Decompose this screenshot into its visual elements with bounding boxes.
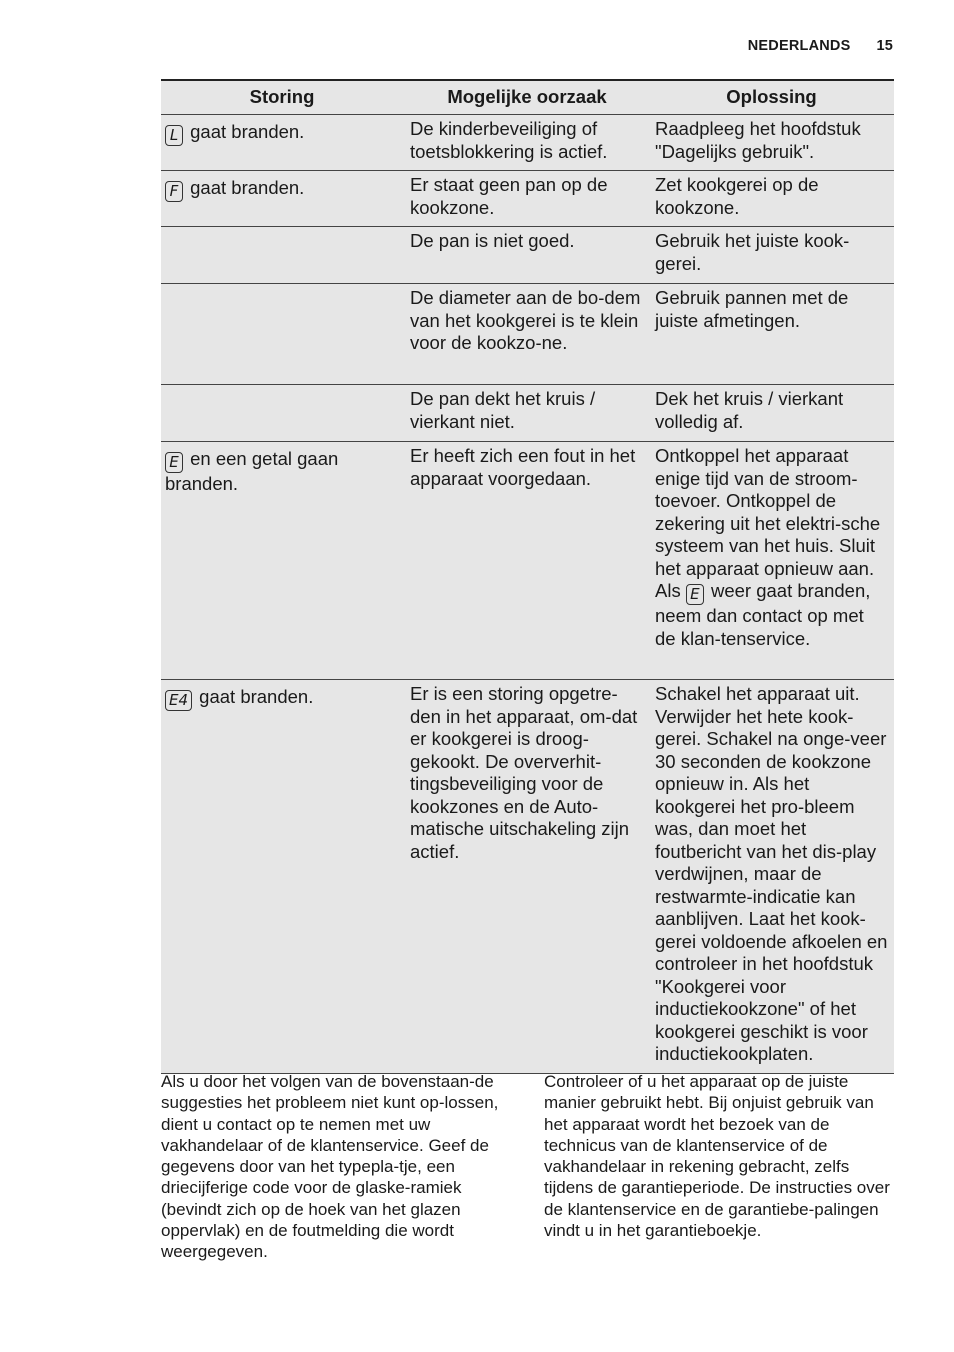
table-row bbox=[161, 442, 894, 680]
column-header-oorzaak: Mogelijke oorzaak bbox=[447, 86, 607, 108]
display-symbol-icon: L bbox=[165, 125, 183, 146]
table-row bbox=[161, 171, 894, 227]
oorzaak-cell: De diameter aan de bo-dem van het kookgerei is te klein voor de kookzo-ne. bbox=[410, 287, 641, 353]
oplossing-cell: Dek het kruis / vierkant volledig af. bbox=[655, 388, 844, 432]
column-header-oplossing: Oplossing bbox=[726, 86, 817, 108]
storing-text: gaat branden. bbox=[190, 121, 305, 142]
column-header-storing: Storing bbox=[249, 86, 315, 108]
oplossing-cell bbox=[650, 442, 894, 679]
language-label: NEDERLANDS bbox=[747, 38, 851, 54]
page-header bbox=[748, 38, 893, 54]
display-symbol-icon: E bbox=[165, 452, 183, 473]
oorzaak-cell: Er staat geen pan op de kookzone. bbox=[410, 174, 608, 218]
storing-text: gaat branden. bbox=[199, 686, 314, 707]
oplossing-text: Ontkoppel het apparaat enige tijd van de stroom-toevoer. Ontkoppel de zekering uit het elektri-sche systeem van het huis. Sluit het apparaat opnieuw aan. Als bbox=[655, 445, 881, 601]
display-symbol-icon: E4 bbox=[165, 690, 192, 711]
oorzaak-cell: Er heeft zich een fout in het apparaat voorgedaan. bbox=[410, 445, 636, 489]
footer-text bbox=[161, 1071, 894, 1263]
oorzaak-cell: Er is een storing opgetre-den in het apparaat, om-dat er kookgerei is droog-gekookt. De oververhit-tingsbeveiliging voor de kookzones en de Auto-matische uitschakeling zijn actief. bbox=[410, 683, 638, 862]
page-number: 15 bbox=[876, 38, 893, 54]
storing-text: en een getal gaan branden. bbox=[165, 448, 339, 494]
oplossing-cell: Zet kookgerei op de kookzone. bbox=[655, 174, 819, 218]
display-symbol-icon: F bbox=[165, 181, 183, 202]
table-row bbox=[161, 227, 894, 284]
oplossing-cell: Schakel het apparaat uit. Verwijder het hete kook-gerei. Schakel na onge-veer 30 seconden de kookzone opnieuw in. Als het kookgerei het pro-bleem was, dan moet het foutbericht van het dis-play verdwijnen, maar de restwarmte-indicatie kan aanblijven. Laat het kook-gerei voldoende afkoelen en controleer in het hoofdstuk "Kookgerei voor inductiekookzone" of het kookgerei geschikt is voor inductiekookplaten. bbox=[655, 683, 888, 1064]
oplossing-text: weer gaat branden, neem dan contact op met de klan-tenservice. bbox=[655, 580, 871, 649]
oorzaak-cell: De kinderbeveiliging of toetsblokkering is actief. bbox=[410, 118, 608, 162]
display-symbol-icon: E bbox=[686, 584, 704, 605]
table-row bbox=[161, 680, 894, 1074]
storing-cell bbox=[161, 442, 405, 679]
table-row bbox=[161, 115, 894, 171]
storing-cell bbox=[161, 284, 405, 384]
footer-left-paragraph: Als u door het volgen van de bovenstaan-de suggesties het probleem niet kunt op-lossen, dient u contact op te nemen met uw vakhandelaar of de klantenservice. Geef de gegevens door van het typepla-tje, een driecijferige code voor de glaske-ramiek (bevindt zich op de hoek van het glazen oppervlak) en de foutmelding die wordt weergegeven. bbox=[161, 1072, 499, 1262]
storing-cell bbox=[161, 171, 405, 226]
storing-cell bbox=[161, 680, 405, 1073]
storing-cell bbox=[161, 227, 405, 283]
table-row bbox=[161, 385, 894, 442]
storing-cell bbox=[161, 385, 405, 441]
oplossing-cell: Gebruik het juiste kook-gerei. bbox=[655, 230, 850, 274]
oplossing-cell: Gebruik pannen met de juiste afmetingen. bbox=[655, 287, 849, 331]
table-row bbox=[161, 284, 894, 385]
oplossing-cell: Raadpleeg het hoofdstuk "Dagelijks gebruik". bbox=[655, 118, 861, 162]
oorzaak-cell: De pan is niet goed. bbox=[410, 230, 575, 251]
storing-text: gaat branden. bbox=[190, 177, 305, 198]
table-header-row bbox=[161, 81, 894, 115]
oorzaak-cell: De pan dekt het kruis / vierkant niet. bbox=[410, 388, 596, 432]
footer-right-paragraph: Controleer of u het apparaat op de juiste manier gebruikt hebt. Bij onjuist gebruik van het apparaat wordt het bezoek van de technicus van de klantenservice of de vakhandelaar in rekening gebracht, zelfs tijdens de garantieperiode. De instructies over de klantenservice en de garantiebe-palingen vindt u in het garantieboekje. bbox=[544, 1072, 890, 1241]
storing-cell bbox=[161, 115, 405, 170]
troubleshooting-table bbox=[161, 79, 894, 1074]
